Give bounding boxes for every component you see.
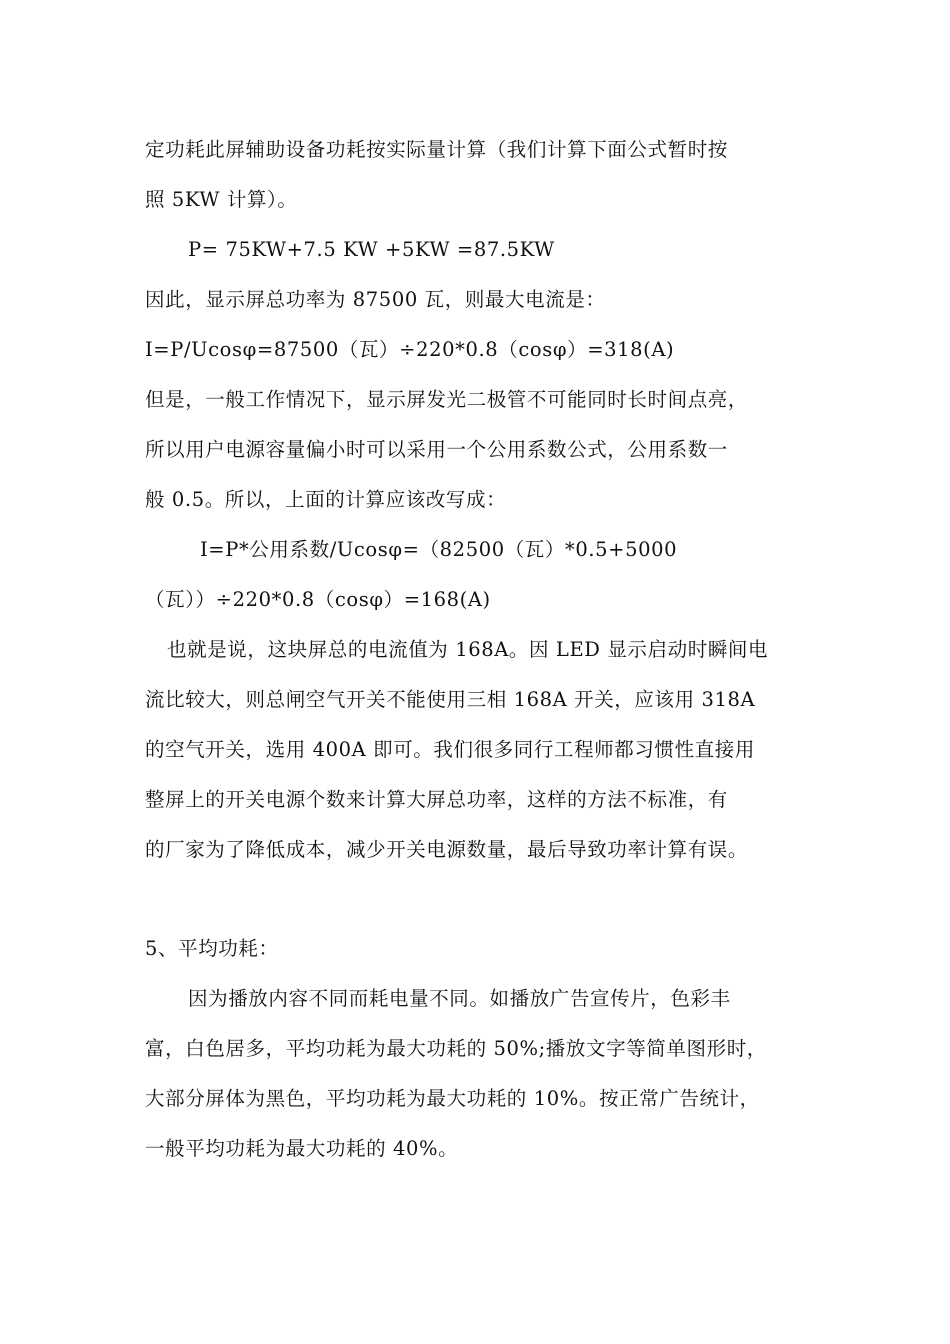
text-line-17: 因为播放内容不同而耗电量不同。如播放广告宣传片，色彩丰 <box>188 987 731 1010</box>
text-line-8: 般 0.5。所以，上面的计算应该改写成： <box>145 488 507 511</box>
text-line-19: 大部分屏体为黑色，平均功耗为最大功耗的 10%。按正常广告统计， <box>145 1087 760 1110</box>
text-line-2: 照 5KW 计算）。 <box>145 188 298 211</box>
text-line-18: 富，白色居多，平均功耗为最大功耗的 50%;播放文字等简单图形时， <box>145 1037 767 1060</box>
text-line-15: 的厂家为了降低成本，减少开关电源数量，最后导致功率计算有误。 <box>145 838 749 861</box>
text-line-13: 的空气开关，选用 400A 即可。我们很多同行工程师都习惯性直接用 <box>145 738 755 761</box>
text-line-7: 所以用户电源容量偏小时可以采用一个公用系数公式，公用系数一 <box>145 438 728 461</box>
formula-common-factor: I=P*公用系数/Ucosφ=（82500（瓦）*0.5+5000 <box>200 538 678 561</box>
text-line-14: 整屏上的开关电源个数来计算大屏总功率，这样的方法不标准，有 <box>145 788 728 811</box>
formula-common-factor-cont: （瓦））÷220*0.8（cosφ）=168(A) <box>145 588 491 611</box>
text-line-20: 一般平均功耗为最大功耗的 40%。 <box>145 1137 459 1160</box>
text-line-4: 因此，显示屏总功率为 87500 瓦，则最大电流是： <box>145 288 606 311</box>
text-line-12: 流比较大，则总闸空气开关不能使用三相 168A 开关，应该用 318A <box>145 688 756 711</box>
formula-power: P= 75KW+7.5 KW +5KW =87.5KW <box>188 238 555 261</box>
text-line-11: 也就是说，这块屏总的电流值为 168A。因 LED 显示启动时瞬间电 <box>167 638 769 661</box>
text-line-6: 但是，一般工作情况下，显示屏发光二极管不可能同时长时间点亮， <box>145 388 749 411</box>
section-heading: 5、平均功耗： <box>145 937 279 960</box>
text-line-1: 定功耗此屏辅助设备功耗按实际量计算（我们计算下面公式暂时按 <box>145 138 728 161</box>
formula-max-current: I=P/Ucosφ=87500（瓦）÷220*0.8（cosφ）=318(A) <box>145 338 675 361</box>
